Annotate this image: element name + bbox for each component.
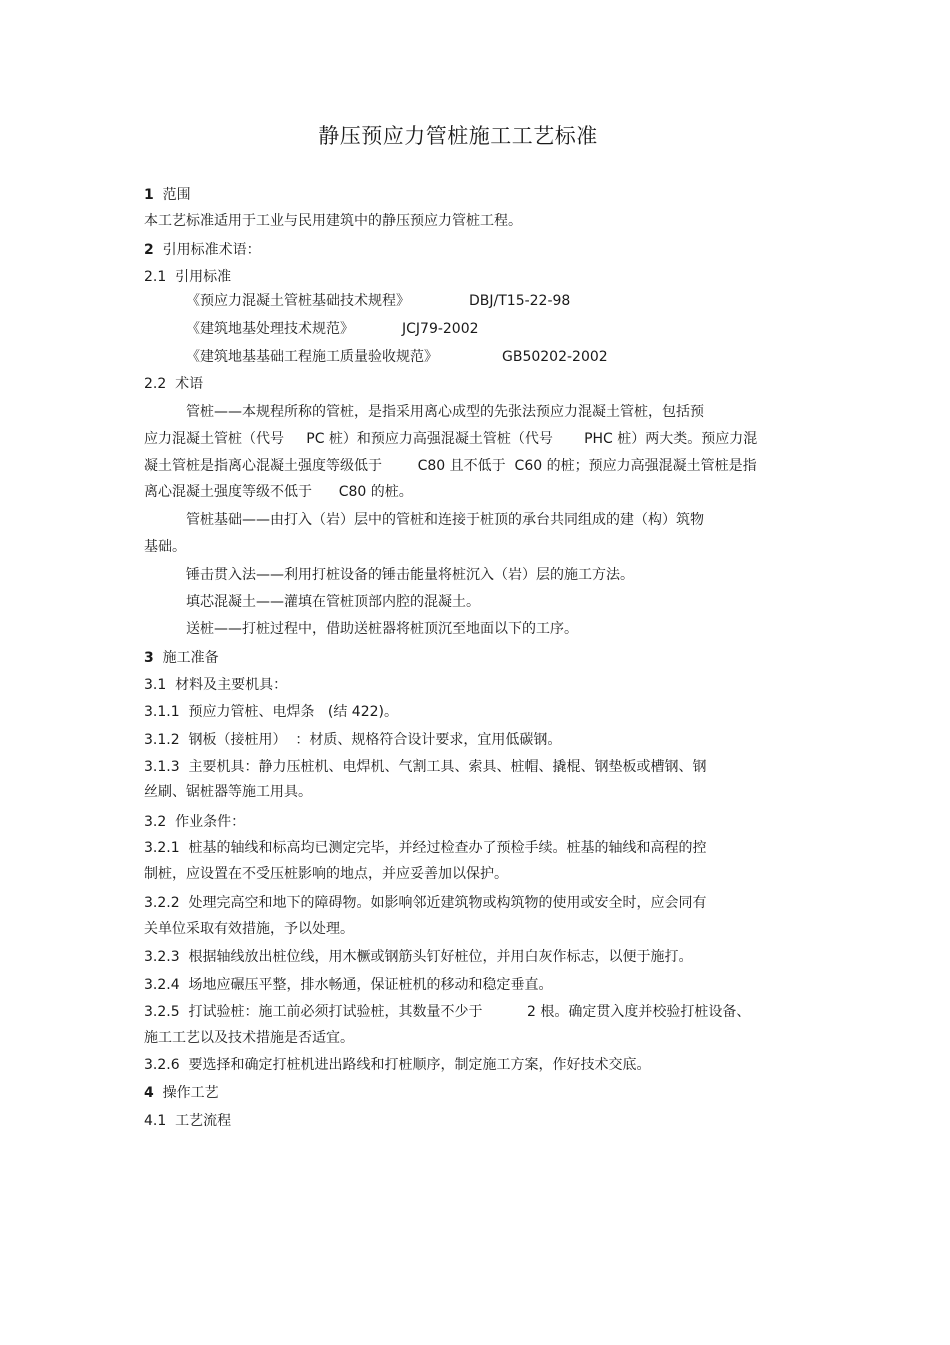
- reference-item: 《预应力混凝土管桩基础技术规程》 DBJ/T15-22-98: [186, 293, 571, 309]
- section-1-text: 本工艺标准适用于工业与民用建筑中的静压预应力管桩工程。: [144, 213, 522, 229]
- section-3-2-1: 3.2.1 桩基的轴线和标高均已测定完毕，并经过检查办了预检手续。桩基的轴线和高程的控: [144, 840, 707, 856]
- section-3-heading: 3 施工准备: [144, 650, 219, 666]
- term-paragraph-line: 管桩——本规程所称的管桩，是指采用离心成型的先张法预应力混凝土管桩，包括预: [186, 404, 704, 420]
- section-3-2-5: 3.2.5 打试验桩：施工前必须打试验桩，其数量不少于 2 根。确定贯入度并校验打桩设备、: [144, 1004, 751, 1020]
- term-paragraph-line: 凝土管桩是指离心混凝土强度等级低于 C80 且不低于 C60 的桩；预应力高强混凝土管桩是指: [144, 458, 757, 474]
- term-paragraph-line: 离心混凝土强度等级不低于 C80 的桩。: [144, 484, 413, 500]
- reference-item: 《建筑地基处理技术规范》 JCJ79-2002: [186, 321, 479, 337]
- section-3-1-1: 3.1.1 预应力管桩、电焊条 (结 422)。: [144, 704, 398, 720]
- section-3-1-3-cont: 丝刷、锯桩器等施工用具。: [144, 784, 312, 800]
- term-paragraph-line: 锤击贯入法——利用打桩设备的锤击能量将桩沉入（岩）层的施工方法。: [186, 567, 634, 583]
- section-3-1-3: 3.1.3 主要机具：静力压桩机、电焊机、气割工具、索具、桩帽、撬棍、钢垫板或槽钢、钢: [144, 759, 707, 775]
- section-3-2-3: 3.2.3 根据轴线放出桩位线，用木橛或钢筋头钉好桩位，并用白灰作标志，以便于施打。: [144, 949, 693, 965]
- section-3-2-1-cont: 制桩，应设置在不受压桩影响的地点，并应妥善加以保护。: [144, 866, 508, 882]
- section-2-heading: 2 引用标准术语：: [144, 242, 261, 258]
- term-paragraph-line: 应力混凝土管桩（代号 PC 桩）和预应力高强混凝土管桩（代号 PHC 桩）两大类。预应力混: [144, 431, 758, 447]
- section-3-2-6: 3.2.6 要选择和确定打桩机进出路线和打桩顺序，制定施工方案，作好技术交底。: [144, 1057, 651, 1073]
- section-2-2-heading: 2.2 术语: [144, 376, 204, 392]
- section-4-heading: 4 操作工艺: [144, 1085, 219, 1101]
- section-3-2-5-cont: 施工工艺以及技术措施是否适宜。: [144, 1030, 354, 1046]
- section-2-1-heading: 2.1 引用标准: [144, 269, 232, 285]
- reference-item: 《建筑地基基础工程施工质量验收规范》 GB50202-2002: [186, 349, 608, 365]
- section-3-2-heading: 3.2 作业条件：: [144, 814, 246, 830]
- section-1-heading: 1 范围: [144, 187, 191, 203]
- section-3-1-2: 3.1.2 钢板（接桩用） ：材质、规格符合设计要求，宜用低碳钢。: [144, 732, 562, 748]
- section-3-2-2-cont: 关单位采取有效措施，予以处理。: [144, 921, 354, 937]
- term-paragraph-line: 填芯混凝土——灌填在管桩顶部内腔的混凝土。: [186, 594, 480, 610]
- section-3-1-heading: 3.1 材料及主要机具：: [144, 677, 288, 693]
- term-paragraph-line: 送桩——打桩过程中，借助送桩器将桩顶沉至地面以下的工序。: [186, 621, 578, 637]
- section-4-1-heading: 4.1 工艺流程: [144, 1113, 232, 1129]
- section-3-2-2: 3.2.2 处理完高空和地下的障碍物。如影响邻近建筑物或构筑物的使用或安全时，应会同有: [144, 895, 707, 911]
- document-title: 静压预应力管桩施工工艺标准: [318, 124, 598, 148]
- term-paragraph-line: 基础。: [144, 539, 186, 555]
- term-paragraph-line: 管桩基础——由打入（岩）层中的管桩和连接于桩顶的承台共同组成的建（构）筑物: [186, 512, 704, 528]
- section-3-2-4: 3.2.4 场地应碾压平整，排水畅通，保证桩机的移动和稳定垂直。: [144, 977, 553, 993]
